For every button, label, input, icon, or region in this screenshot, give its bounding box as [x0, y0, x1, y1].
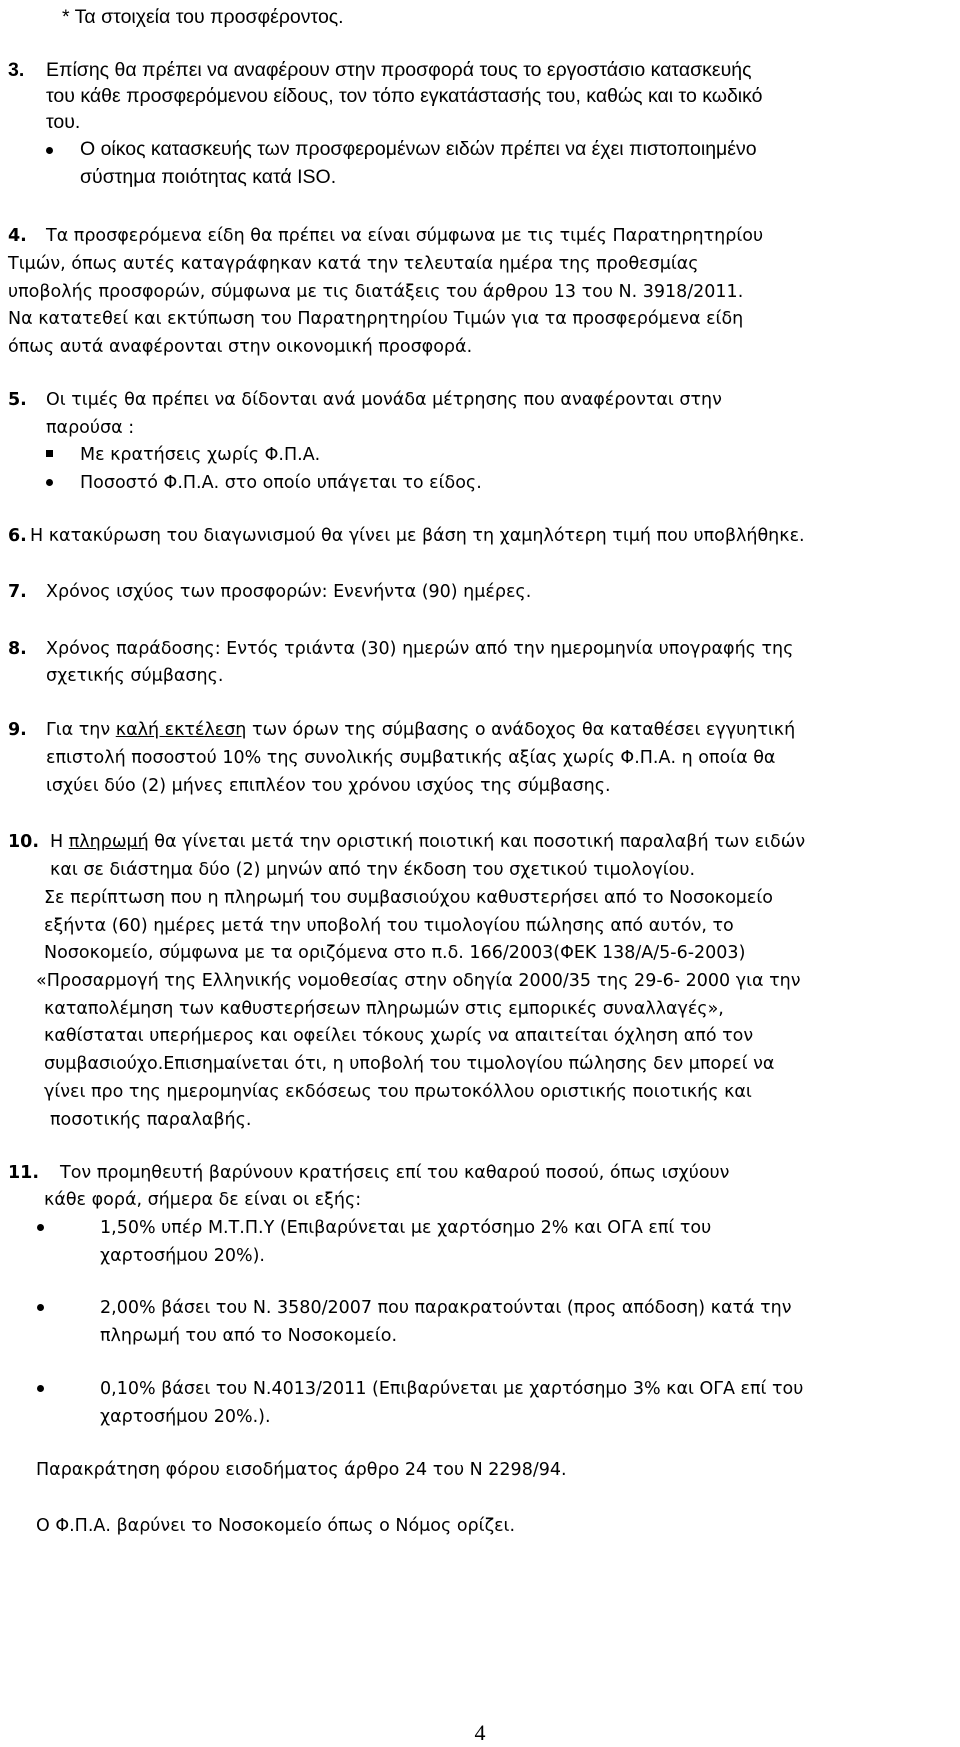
point-5-line-a: Οι τιμές θα πρέπει να δίδονται ανά μονάδα μέτρησης που αναφέρονται στην — [46, 390, 722, 410]
point-10-line-a — [50, 830, 805, 854]
point-10-line-f: «Προσαρμογή της Ελληνικής νομοθεσίας στην οδηγία 2000/35 της 29-6- 2000 για την — [36, 971, 801, 991]
bullet-icon — [46, 147, 53, 154]
point-5-bullet-item: Ποσοστό Φ.Π.Α. στο οποίο υπάγεται το είδος. — [80, 473, 482, 493]
point-4-line-b: Τιμών, όπως αυτές καταγράφηκαν κατά την τελευταία ημέρα της προθεσμίας — [8, 254, 699, 274]
point-7-line-a: Χρόνος ισχύος των προσφορών: Ενενήντα (90) ημέρες. — [46, 582, 532, 602]
point-11-item-1-line-b: χαρτοσήμου 20%). — [100, 1246, 265, 1266]
point-4-number: 4. — [8, 226, 27, 246]
point-11-item-3-line-a: 0,10% βάσει του Ν.4013/2011 (Επιβαρύνεται με χαρτόσημο 3% και ΟΓΑ επί του — [100, 1379, 804, 1399]
point-8-number: 8. — [8, 639, 27, 659]
point-10-number: 10. — [8, 832, 40, 852]
point-10-line-c: Σε περίπτωση που η πληρωμή του συμβασιούχου καθυστερήσει από το Νοσοκομείο — [44, 888, 774, 908]
point-4-line-d: Να κατατεθεί και εκτύπωση του Παρατηρητηρίου Τιμών για τα προσφερόμενα είδη — [8, 309, 744, 329]
vat-line: Ο Φ.Π.Α. βαρύνει το Νοσοκομείο όπως ο Νόμος ορίζει. — [36, 1516, 516, 1536]
point-11-line-b: κάθε φορά, σήμερα δε είναι οι εξής: — [44, 1190, 362, 1210]
point-10-line-j: γίνει προ της ημερομηνίας εκδόσεως του πρωτοκόλλου οριστικής ποιοτικής και — [44, 1082, 752, 1102]
point-11-item-2-line-a: 2,00% βάσει του Ν. 3580/2007 που παρακρατούνται (προς απόδοση) κατά την — [100, 1298, 792, 1318]
point-3-line-b: του κάθε προσφερόμενου είδους, τον τόπο εγκατάστασής του, καθώς και το κωδικό — [46, 85, 763, 107]
point-8-line-a: Χρόνος παράδοσης: Εντός τριάντα (30) ημερών από την ημερομηνία υπογραφής της — [46, 639, 794, 659]
point-3-line-a: Επίσης θα πρέπει να αναφέρουν στην προσφορά τους το εργοστάσιο κατασκευής — [46, 59, 752, 81]
point-6-number: 6. — [8, 526, 27, 546]
point-10-text-post: θα γίνεται μετά την οριστική ποιοτική και ποσοτική παραλαβή των ειδών — [148, 832, 806, 852]
point-10-text-pre: Η — [50, 832, 69, 852]
point-10-underlined-text: πληρωμή — [68, 832, 149, 852]
point-9-text-post: των όρων της σύμβασης ο ανάδοχος θα καταθέσει εγγυητική — [246, 720, 796, 740]
point-5-square-item: Με κρατήσεις χωρίς Φ.Π.Α. — [80, 445, 321, 465]
point-9-number: 9. — [8, 720, 27, 740]
point-9-line-a — [46, 718, 795, 742]
point-3-number: 3. — [8, 59, 25, 81]
point-11-item-1-line-a: 1,50% υπέρ Μ.Τ.Π.Υ (Επιβαρύνεται με χαρτόσημο 2% και ΟΓΑ επί του — [100, 1218, 712, 1238]
income-tax-line: Παρακράτηση φόρου εισοδήματος άρθρο 24 του Ν 2298/94. — [36, 1460, 567, 1480]
point-10-line-g: καταπολέμηση των καθυστερήσεων πληρωμών στις εμπορικές συναλλαγές», — [44, 999, 724, 1019]
point-9-line-c: ισχύει δύο (2) μήνες επιπλέον του χρόνου ισχύος της σύμβασης. — [46, 776, 611, 796]
point-10-line-d: εξήντα (60) ημέρες μετά την υποβολή του τιμολογίου πώλησης από αυτόν, το — [44, 916, 734, 936]
point-3-bullet-line-b: σύστημα ποιότητας κατά ISO. — [80, 166, 337, 188]
point-10-line-e: Νοσοκομείο, σύμφωνα με τα οριζόμενα στο π.δ. 166/2003(ΦΕΚ 138/Α/5-6-2003) — [44, 943, 746, 963]
point-4-line-c: υποβολής προσφορών, σύμφωνα με τις διατάξεις του άρθρου 13 του Ν. 3918/2011. — [8, 282, 744, 302]
point-3-bullet-line-a: Ο οίκος κατασκευής των προσφερομένων ειδών πρέπει να έχει πιστοποιημένο — [80, 138, 757, 160]
square-bullet-icon — [46, 450, 53, 457]
point-3-line-c: του. — [46, 111, 81, 133]
point-8-line-b: σχετικής σύμβασης. — [46, 666, 224, 686]
point-11-item-3-line-b: χαρτοσήμου 20%.). — [100, 1407, 271, 1427]
bullet-icon — [37, 1385, 44, 1392]
point-9-text-pre: Για την — [46, 720, 116, 740]
point-6-line-a: Η κατακύρωση του διαγωνισμού θα γίνει με βάση τη χαμηλότερη τιμή που υποβλήθηκε. — [30, 526, 805, 546]
page-number: 4 — [474, 1720, 486, 1745]
point-5-line-b: παρούσα : — [46, 418, 135, 438]
point-5-number: 5. — [8, 390, 27, 410]
point-4-line-a: Τα προσφερόμενα είδη θα πρέπει να είναι σύμφωνα με τις τιμές Παρατηρητηρίου — [46, 226, 764, 246]
point-4-line-e: όπως αυτά αναφέρονται στην οικονομική προσφορά. — [8, 337, 473, 357]
point-11-number: 11. — [8, 1163, 40, 1183]
bullet-icon — [46, 479, 53, 486]
point-10-line-i: συμβασιούχο.Επισημαίνεται ότι, η υποβολή του τιμολογίου πώλησης δεν μπορεί να — [44, 1054, 775, 1074]
point-9-underlined-text: καλή εκτέλεση — [115, 720, 247, 740]
point-10-line-h: καθίσταται υπερήμερος και οφείλει τόκους χωρίς να απαιτείται όχληση από τον — [44, 1026, 754, 1046]
point-10-line-k: ποσοτικής παραλαβής. — [50, 1110, 252, 1130]
bullet-icon — [37, 1224, 44, 1231]
point-11-line-a: Τον προμηθευτή βαρύνουν κρατήσεις επί του καθαρού ποσού, όπως ισχύουν — [60, 1163, 730, 1183]
bullet-icon — [37, 1304, 44, 1311]
point-11-item-2-line-b: πληρωμή του από το Νοσοκομείο. — [100, 1326, 398, 1346]
point-10-line-b: και σε διάστημα δύο (2) μηνών από την έκδοση του σχετικού τιμολογίου. — [50, 860, 696, 880]
point-9-line-b: επιστολή ποσοστού 10% της συνολικής συμβατικής αξίας χωρίς Φ.Π.Α. η οποία θα — [46, 748, 776, 768]
line-supplier-details: * Τα στοιχεία του προσφέροντος. — [62, 6, 344, 28]
point-7-number: 7. — [8, 582, 27, 602]
